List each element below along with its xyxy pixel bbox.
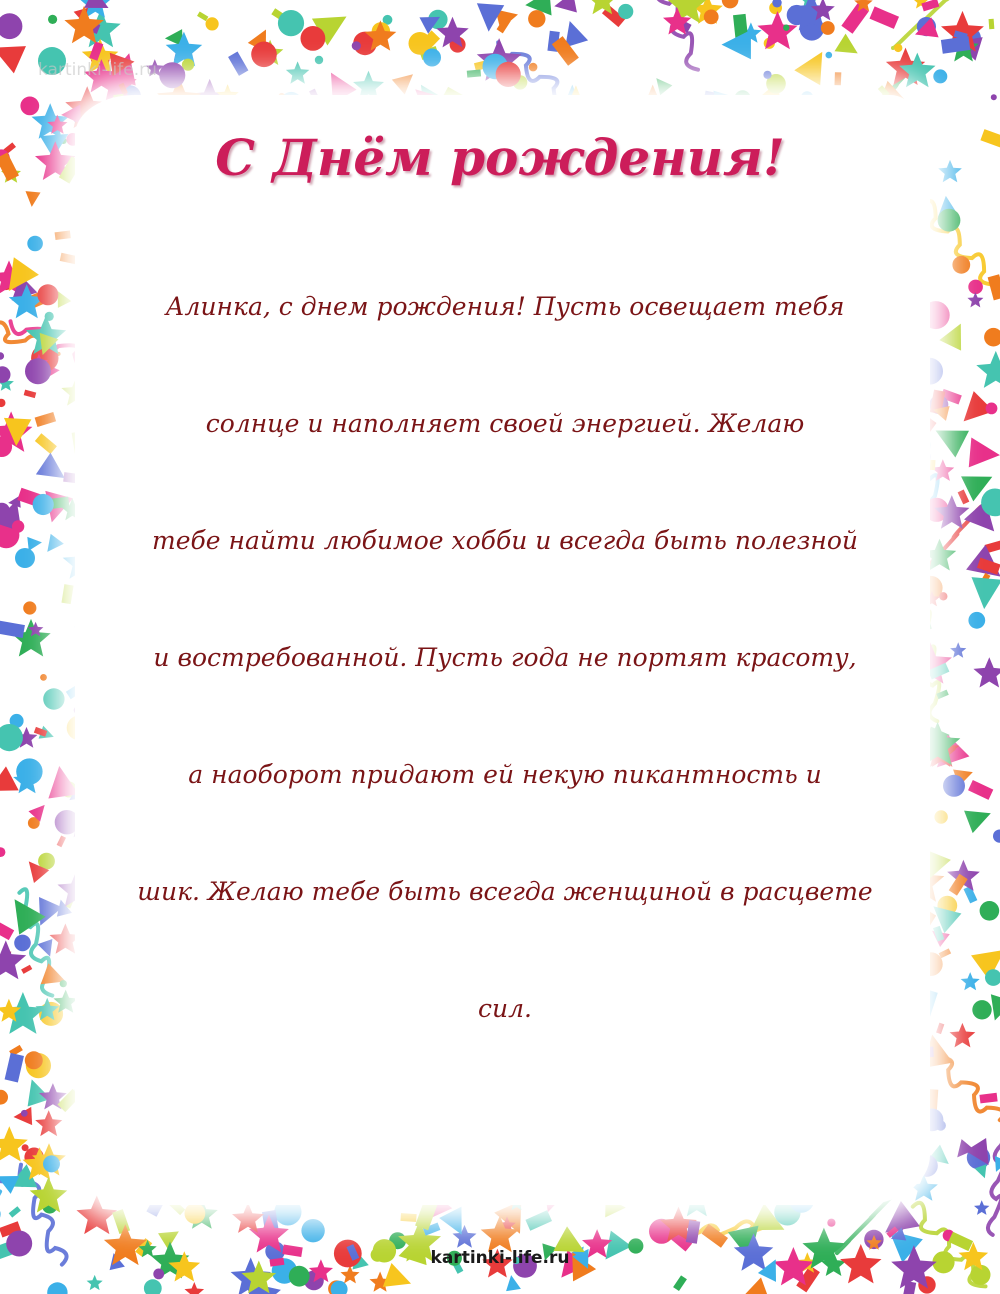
dot-decoration (704, 10, 719, 25)
triangle-decoration (0, 34, 26, 73)
watermark-bottom: kartinki-life.ru (430, 1248, 570, 1268)
dot-decoration (952, 256, 970, 274)
dot-decoration (20, 97, 39, 116)
dot-decoration (933, 69, 947, 83)
dot-decoration (0, 724, 23, 751)
diamond-decoration (24, 390, 37, 398)
dot-decoration (153, 1269, 164, 1280)
dot-decoration (618, 4, 633, 19)
dot-decoration (206, 17, 219, 30)
dot-decoration (993, 830, 1000, 843)
triangle-decoration (0, 766, 19, 803)
star-icon (973, 657, 1000, 687)
dot-decoration (423, 49, 441, 67)
dot-decoration (0, 13, 22, 39)
dot-decoration (45, 312, 54, 321)
dot-decoration (986, 403, 998, 415)
dot-decoration (0, 1090, 8, 1105)
dot-decoration (25, 358, 51, 384)
dot-decoration (821, 21, 835, 35)
diamond-decoration (21, 965, 32, 974)
dot-decoration (0, 352, 4, 360)
diamond-decoration (35, 412, 56, 427)
dot-decoration (289, 1266, 310, 1287)
diamond-decoration (228, 52, 248, 76)
diamond-decoration (197, 11, 208, 21)
dot-decoration (251, 42, 277, 68)
diamond-decoration (936, 1023, 944, 1035)
diamond-decoration (968, 780, 993, 800)
dot-decoration (496, 62, 521, 87)
star-icon (185, 1282, 205, 1294)
dot-decoration (939, 592, 947, 600)
dot-decoration (14, 935, 31, 952)
dot-decoration (763, 71, 771, 79)
dot-decoration (185, 1203, 206, 1224)
triangle-decoration (969, 438, 1000, 471)
diamond-decoration (35, 433, 57, 454)
star-icon (950, 642, 966, 657)
diamond-decoration (61, 584, 73, 604)
diamond-decoration (57, 835, 66, 847)
dot-decoration (12, 520, 24, 532)
dot-decoration (159, 62, 185, 88)
diamond-decoration (9, 1206, 21, 1217)
diamond-decoration (930, 460, 936, 470)
triangle-decoration (969, 577, 1000, 610)
dot-decoration (529, 63, 538, 72)
dot-decoration (60, 980, 67, 987)
diamond-decoration (400, 1213, 416, 1222)
dot-decoration (25, 1051, 43, 1069)
diamond-decoration (958, 490, 970, 505)
dot-decoration (826, 52, 833, 59)
triangle-decoration (794, 44, 835, 85)
triangle-decoration (0, 1167, 19, 1193)
dot-decoration (301, 26, 326, 51)
triangle-decoration (27, 535, 42, 550)
triangle-decoration (41, 963, 70, 992)
watermark-top: kartinki-life.ru (38, 60, 157, 80)
star-icon (976, 351, 1000, 388)
dot-decoration (991, 94, 997, 100)
diamond-decoration (979, 1093, 997, 1104)
dot-decoration (15, 548, 35, 568)
dot-decoration (27, 236, 43, 252)
dot-decoration (0, 399, 5, 407)
dot-decoration (21, 1110, 28, 1117)
dot-decoration (33, 494, 54, 515)
dot-decoration (144, 1279, 162, 1294)
dot-decoration (968, 612, 985, 629)
card-title: С Днём рождения! (215, 128, 785, 187)
triangle-decoration (13, 1107, 32, 1126)
dot-decoration (182, 59, 194, 71)
dot-decoration (47, 1282, 67, 1294)
dot-decoration (301, 1219, 324, 1242)
dot-decoration (894, 44, 902, 52)
dot-decoration (352, 41, 361, 50)
triangle-decoration (392, 67, 420, 95)
diamond-decoration (525, 1210, 552, 1231)
message-line: и востребованной. Пусть года не портят красоту, (153, 643, 857, 672)
diamond-decoration (467, 70, 481, 78)
diamond-decoration (673, 1275, 687, 1291)
dot-decoration (0, 366, 11, 383)
diamond-decoration (5, 1053, 24, 1083)
message-line: тебе найти любимое хобби и всегда быть полезной (152, 526, 858, 555)
star-icon (87, 1275, 103, 1290)
dot-decoration (783, 25, 789, 31)
triangle-decoration (41, 534, 64, 557)
greeting-message (110, 282, 900, 1101)
star-icon (961, 972, 980, 990)
star-icon (950, 1023, 976, 1048)
triangle-decoration (24, 191, 40, 207)
triangle-decoration (44, 764, 79, 799)
dot-decoration (40, 674, 47, 681)
star-icon (35, 1110, 62, 1136)
star-icon (0, 1126, 28, 1161)
dot-decoration (48, 15, 57, 24)
dot-decoration (0, 847, 5, 857)
dot-decoration (934, 810, 947, 823)
message-line: шик. Желаю тебе быть всегда женщиной в расцвете (137, 877, 873, 906)
dot-decoration (278, 10, 304, 36)
dot-decoration (943, 775, 965, 797)
dot-decoration (37, 284, 58, 305)
triangle-decoration (552, 0, 577, 17)
triangle-decoration (835, 34, 864, 63)
diamond-decoration (55, 230, 71, 240)
star-icon (286, 61, 309, 83)
dot-decoration (315, 56, 323, 64)
message-line: а наоборот придают ей некую пикантность и (188, 760, 822, 789)
diamond-decoration (988, 274, 1000, 300)
star-icon (974, 1200, 989, 1215)
triangle-decoration (739, 1277, 769, 1294)
diamond-decoration (0, 919, 14, 940)
message-line: сил. (478, 994, 532, 1023)
dot-decoration (984, 328, 1000, 347)
dot-decoration (43, 1155, 60, 1172)
dot-decoration (827, 1219, 835, 1227)
diamond-decoration (869, 6, 899, 29)
diamond-decoration (834, 72, 841, 85)
diamond-decoration (939, 948, 952, 958)
message-line: солнце и наполняет своей энергией. Желаю (205, 409, 805, 438)
diamond-decoration (989, 19, 995, 30)
triangle-decoration (36, 453, 72, 489)
dot-decoration (23, 601, 36, 614)
streamer-decoration (988, 1124, 1000, 1235)
star-icon (967, 292, 983, 307)
dot-decoration (22, 1144, 29, 1151)
dot-decoration (43, 688, 64, 709)
dot-decoration (528, 10, 545, 27)
dot-decoration (980, 901, 1000, 921)
streamer-decoration (0, 1096, 3, 1182)
dot-decoration (938, 209, 961, 232)
message-line: Алинка, с днем рождения! Пусть освещает тебя (165, 292, 845, 321)
dot-decoration (968, 280, 983, 295)
dot-decoration (972, 1000, 991, 1019)
triangle-decoration (964, 802, 995, 833)
dot-decoration (722, 0, 739, 8)
diamond-decoration (0, 621, 25, 638)
